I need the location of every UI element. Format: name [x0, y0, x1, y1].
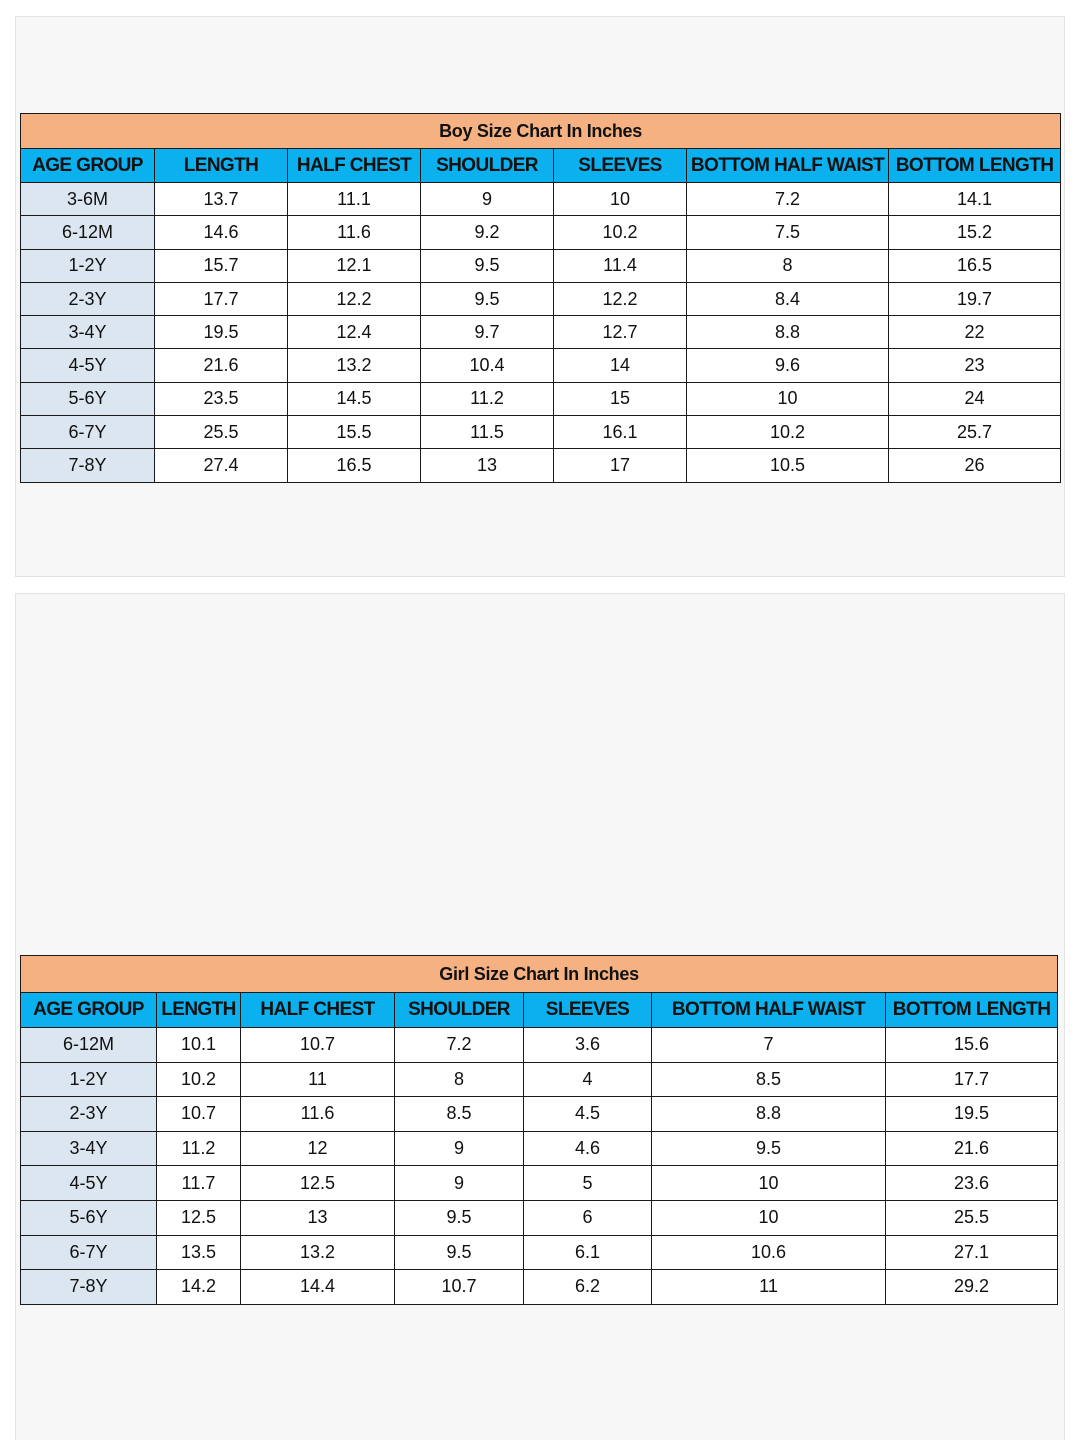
table-row [21, 349, 1061, 382]
table-row [21, 249, 1061, 282]
table-row [21, 449, 1061, 482]
column-header-age-group: AGE GROUP [21, 149, 155, 183]
cell-sleeves: 11.4 [554, 249, 687, 282]
cell-sleeves: 6 [524, 1200, 652, 1235]
column-header-bottom-half-waist: BOTTOM HALF WAIST [687, 149, 889, 183]
cell-shoulder: 9 [395, 1131, 524, 1166]
cell-length: 27.4 [155, 449, 288, 482]
cell-length: 19.5 [155, 316, 288, 349]
cell-length: 10.7 [157, 1097, 241, 1132]
cell-bottom-length: 17.7 [886, 1062, 1058, 1097]
cell-bottom-length: 22 [889, 316, 1061, 349]
cell-half-chest: 13.2 [288, 349, 421, 382]
cell-length: 11.2 [157, 1131, 241, 1166]
table-row [21, 1166, 1058, 1201]
cell-half-chest: 11.1 [288, 183, 421, 216]
cell-length: 13.5 [157, 1235, 241, 1270]
table-row [21, 1097, 1058, 1132]
cell-bottom-half-waist: 9.5 [652, 1131, 886, 1166]
cell-bottom-length: 14.1 [889, 183, 1061, 216]
cell-shoulder: 9.5 [421, 282, 554, 315]
cell-sleeves: 10.2 [554, 216, 687, 249]
column-header-bottom-half-waist: BOTTOM HALF WAIST [652, 993, 886, 1028]
cell-length: 10.2 [157, 1062, 241, 1097]
cell-shoulder: 11.5 [421, 416, 554, 449]
cell-half-chest: 11 [241, 1062, 395, 1097]
cell-half-chest: 14.5 [288, 382, 421, 415]
cell-age-group: 7-8Y [21, 449, 155, 482]
boy-size-chart-table [20, 113, 1061, 483]
cell-bottom-half-waist: 7.2 [687, 183, 889, 216]
column-header-bottom-length: BOTTOM LENGTH [886, 993, 1058, 1028]
cell-bottom-length: 24 [889, 382, 1061, 415]
cell-age-group: 5-6Y [21, 382, 155, 415]
cell-sleeves: 6.2 [524, 1270, 652, 1305]
cell-shoulder: 10.4 [421, 349, 554, 382]
column-header-half-chest: HALF CHEST [288, 149, 421, 183]
cell-bottom-half-waist: 10.5 [687, 449, 889, 482]
cell-age-group: 6-12M [21, 216, 155, 249]
table-row [21, 216, 1061, 249]
cell-half-chest: 12 [241, 1131, 395, 1166]
table-row [21, 282, 1061, 315]
cell-sleeves: 10 [554, 183, 687, 216]
boy-chart-body [21, 183, 1061, 483]
cell-age-group: 4-5Y [21, 349, 155, 382]
cell-sleeves: 15 [554, 382, 687, 415]
cell-bottom-length: 29.2 [886, 1270, 1058, 1305]
cell-shoulder: 9.5 [421, 249, 554, 282]
cell-shoulder: 9.7 [421, 316, 554, 349]
cell-bottom-length: 19.7 [889, 282, 1061, 315]
cell-shoulder: 10.7 [395, 1270, 524, 1305]
cell-length: 21.6 [155, 349, 288, 382]
cell-length: 17.7 [155, 282, 288, 315]
table-row [21, 1062, 1058, 1097]
cell-length: 25.5 [155, 416, 288, 449]
cell-sleeves: 16.1 [554, 416, 687, 449]
cell-half-chest: 14.4 [241, 1270, 395, 1305]
girl-chart-body [21, 1028, 1058, 1305]
cell-length: 15.7 [155, 249, 288, 282]
boy-chart-title: Boy Size Chart In Inches [21, 114, 1061, 149]
column-header-shoulder: SHOULDER [421, 149, 554, 183]
cell-bottom-half-waist: 7 [652, 1028, 886, 1063]
cell-bottom-length: 23.6 [886, 1166, 1058, 1201]
cell-age-group: 4-5Y [21, 1166, 157, 1201]
table-row [21, 1270, 1058, 1305]
cell-bottom-length: 26 [889, 449, 1061, 482]
cell-sleeves: 12.2 [554, 282, 687, 315]
cell-length: 10.1 [157, 1028, 241, 1063]
cell-age-group: 6-7Y [21, 416, 155, 449]
cell-sleeves: 12.7 [554, 316, 687, 349]
cell-half-chest: 11.6 [288, 216, 421, 249]
cell-shoulder: 9.5 [395, 1200, 524, 1235]
cell-sleeves: 14 [554, 349, 687, 382]
cell-shoulder: 9.5 [395, 1235, 524, 1270]
cell-half-chest: 12.5 [241, 1166, 395, 1201]
cell-bottom-length: 15.6 [886, 1028, 1058, 1063]
cell-shoulder: 9.2 [421, 216, 554, 249]
cell-bottom-half-waist: 10 [652, 1166, 886, 1201]
table-row [21, 1028, 1058, 1063]
cell-bottom-half-waist: 10.2 [687, 416, 889, 449]
cell-shoulder: 9 [395, 1166, 524, 1201]
cell-age-group: 1-2Y [21, 1062, 157, 1097]
cell-bottom-length: 15.2 [889, 216, 1061, 249]
cell-age-group: 3-4Y [21, 316, 155, 349]
column-header-length: LENGTH [157, 993, 241, 1028]
cell-length: 14.6 [155, 216, 288, 249]
cell-bottom-length: 25.5 [886, 1200, 1058, 1235]
cell-half-chest: 10.7 [241, 1028, 395, 1063]
cell-half-chest: 16.5 [288, 449, 421, 482]
cell-shoulder: 8.5 [395, 1097, 524, 1132]
column-header-sleeves: SLEEVES [524, 993, 652, 1028]
cell-bottom-half-waist: 10 [687, 382, 889, 415]
cell-bottom-length: 25.7 [889, 416, 1061, 449]
cell-sleeves: 5 [524, 1166, 652, 1201]
cell-half-chest: 12.2 [288, 282, 421, 315]
table-row [21, 416, 1061, 449]
cell-shoulder: 8 [395, 1062, 524, 1097]
cell-bottom-half-waist: 8.4 [687, 282, 889, 315]
table-row [21, 316, 1061, 349]
cell-bottom-half-waist: 10 [652, 1200, 886, 1235]
cell-length: 13.7 [155, 183, 288, 216]
cell-age-group: 3-6M [21, 183, 155, 216]
cell-age-group: 7-8Y [21, 1270, 157, 1305]
column-header-bottom-length: BOTTOM LENGTH [889, 149, 1061, 183]
cell-age-group: 2-3Y [21, 1097, 157, 1132]
girl-chart-title: Girl Size Chart In Inches [21, 956, 1058, 993]
cell-length: 23.5 [155, 382, 288, 415]
cell-bottom-half-waist: 8.8 [687, 316, 889, 349]
cell-bottom-length: 27.1 [886, 1235, 1058, 1270]
cell-sleeves: 17 [554, 449, 687, 482]
table-row [21, 1131, 1058, 1166]
cell-sleeves: 4 [524, 1062, 652, 1097]
cell-bottom-half-waist: 8.8 [652, 1097, 886, 1132]
cell-bottom-half-waist: 8 [687, 249, 889, 282]
cell-age-group: 2-3Y [21, 282, 155, 315]
cell-bottom-half-waist: 9.6 [687, 349, 889, 382]
cell-shoulder: 11.2 [421, 382, 554, 415]
cell-half-chest: 11.6 [241, 1097, 395, 1132]
table-row [21, 183, 1061, 216]
table-row [21, 1200, 1058, 1235]
cell-bottom-half-waist: 8.5 [652, 1062, 886, 1097]
cell-bottom-half-waist: 11 [652, 1270, 886, 1305]
cell-length: 14.2 [157, 1270, 241, 1305]
cell-half-chest: 12.4 [288, 316, 421, 349]
cell-half-chest: 15.5 [288, 416, 421, 449]
cell-age-group: 1-2Y [21, 249, 155, 282]
cell-bottom-half-waist: 7.5 [687, 216, 889, 249]
cell-bottom-half-waist: 10.6 [652, 1235, 886, 1270]
cell-shoulder: 13 [421, 449, 554, 482]
cell-length: 12.5 [157, 1200, 241, 1235]
cell-shoulder: 9 [421, 183, 554, 216]
cell-half-chest: 13.2 [241, 1235, 395, 1270]
cell-half-chest: 13 [241, 1200, 395, 1235]
column-header-shoulder: SHOULDER [395, 993, 524, 1028]
cell-sleeves: 4.5 [524, 1097, 652, 1132]
cell-half-chest: 12.1 [288, 249, 421, 282]
cell-age-group: 3-4Y [21, 1131, 157, 1166]
column-header-half-chest: HALF CHEST [241, 993, 395, 1028]
cell-bottom-length: 19.5 [886, 1097, 1058, 1132]
cell-length: 11.7 [157, 1166, 241, 1201]
cell-age-group: 6-12M [21, 1028, 157, 1063]
cell-bottom-length: 23 [889, 349, 1061, 382]
column-header-age-group: AGE GROUP [21, 993, 157, 1028]
cell-age-group: 5-6Y [21, 1200, 157, 1235]
cell-sleeves: 3.6 [524, 1028, 652, 1063]
cell-age-group: 6-7Y [21, 1235, 157, 1270]
cell-sleeves: 4.6 [524, 1131, 652, 1166]
column-header-sleeves: SLEEVES [554, 149, 687, 183]
cell-bottom-length: 16.5 [889, 249, 1061, 282]
cell-sleeves: 6.1 [524, 1235, 652, 1270]
table-row [21, 382, 1061, 415]
column-header-length: LENGTH [155, 149, 288, 183]
cell-bottom-length: 21.6 [886, 1131, 1058, 1166]
cell-shoulder: 7.2 [395, 1028, 524, 1063]
girl-size-chart-table [20, 955, 1058, 1305]
table-row [21, 1235, 1058, 1270]
